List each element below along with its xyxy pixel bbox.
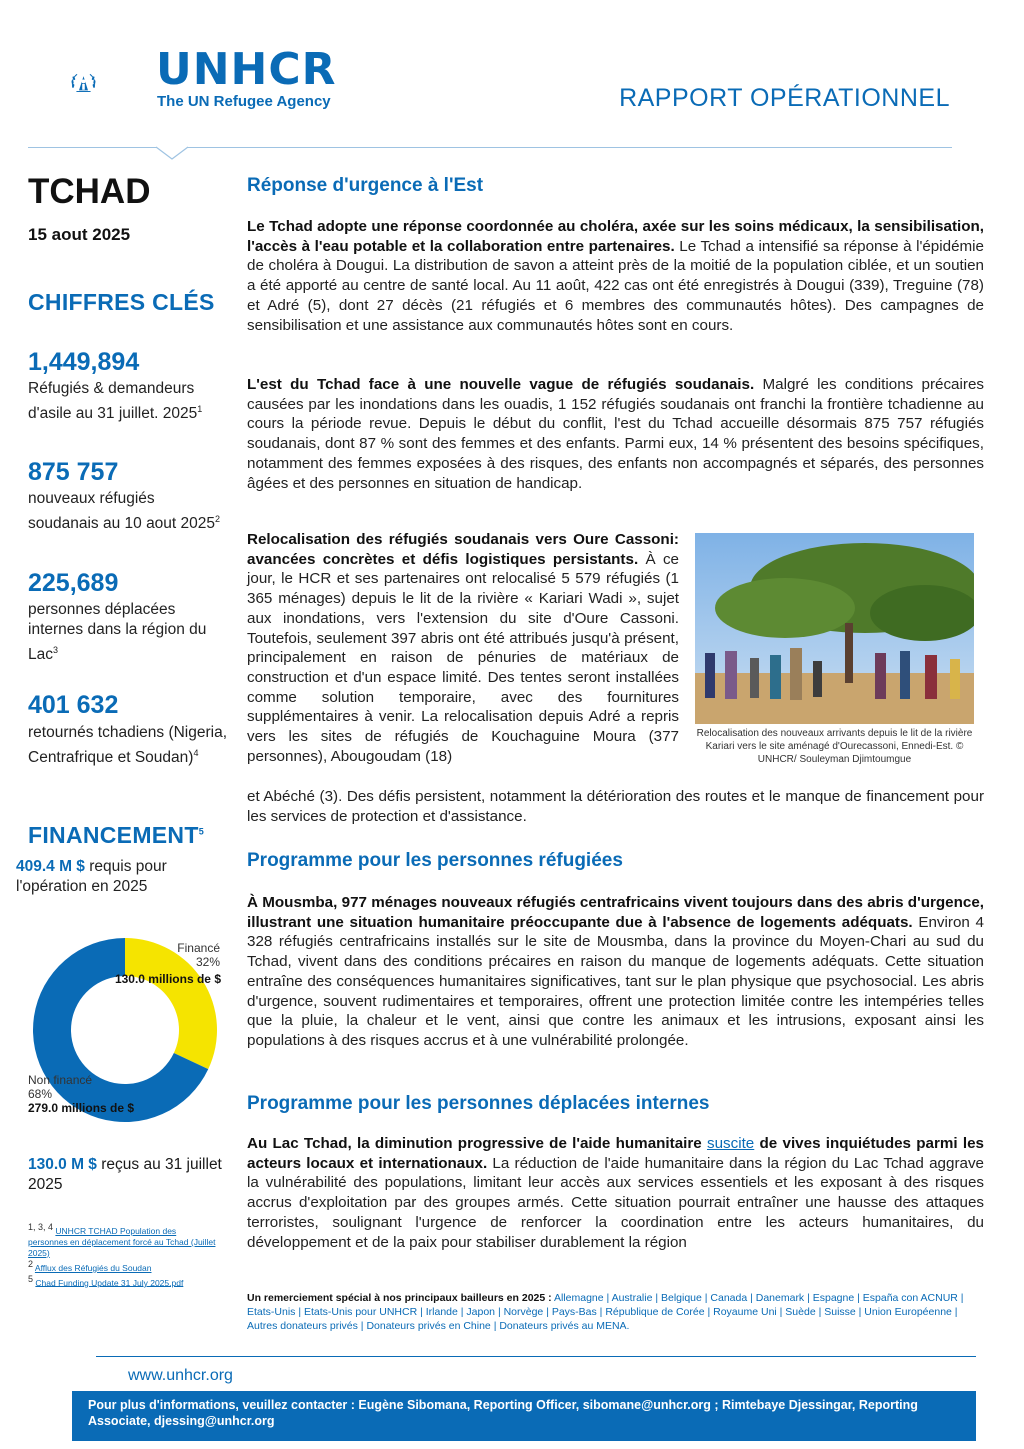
- funded-label: Financé: [177, 941, 220, 955]
- figure-number: 225,689: [28, 569, 119, 597]
- logo-wordmark: UNHCR: [156, 44, 337, 95]
- footer-divider: [96, 1356, 976, 1357]
- footnote-link[interactable]: Afflux des Réfugiés du Soudan: [34, 1262, 152, 1273]
- section-title-refugees: Programme pour les personnes réfugiées: [247, 850, 623, 871]
- funded-percent: 32%: [195, 955, 220, 969]
- footnotes: $^{1, 3, 4}$ UNHCR TCHAD Population des personnes en déplacement forcé au Tchad (Juillet 2025) $^2$ Afflux des Réfugiés du Soudan $^5$ Chad Funding Update 31 July 2025.pdf: [28, 1222, 216, 1288]
- donut-label-unfunded: Non financé 68% 279.0 millions de $: [28, 1073, 135, 1115]
- donor-list: Allemagne | Australie | Belgique | Canada | Danemark | Espagne | España con ACNUR | Etats-Unis | Etats-Unis pour UNHCR | Irlande | Japon | Norvège | Pays-Bas | République de Corée | Royaume Uni | Suède | Suisse | Union Européenne | Autres donateurs privés | Donateurs privés en Chine | Donateurs privés au MENA.: [247, 1292, 964, 1332]
- key-figures-heading: CHIFFRES CLÉS: [28, 289, 215, 315]
- donut-value-funded: 130.0 millions de $: [114, 972, 221, 986]
- relocation-photo: [695, 533, 974, 724]
- figure-description: Réfugiés & demandeurs d'asile au 31 juillet. 2025$^1$: [28, 380, 203, 423]
- unhcr-logo-emblem: [70, 48, 160, 118]
- unfunded-label: Non financé: [28, 1073, 93, 1087]
- suscite-link[interactable]: suscite: [706, 1135, 755, 1152]
- report-date: 15 aout 2025: [28, 225, 131, 244]
- report-type-title: RAPPORT OPÉRATIONNEL: [619, 84, 950, 112]
- funding-heading: FINANCEMENT$^5$: [28, 822, 204, 848]
- country-title: TCHAD: [28, 172, 151, 211]
- funding-received: 130.0 M $ reçus au 31 juillet 2025: [28, 1156, 222, 1193]
- figure-number: 1,449,894: [28, 348, 140, 376]
- figure-description: personnes déplacées internes dans la région du Lac$^3$: [28, 601, 207, 664]
- contact-info: Pour plus d'informations, veuillez contacter : Eugène Sibomana, Reporting Officer, sibomane@unhcr.org ; Rimtebaye Djessingar, Reporting Associate, djessing@unhcr.org: [88, 1398, 918, 1428]
- website-link[interactable]: www.unhcr.org: [128, 1367, 233, 1384]
- paragraph-mousmba: À Mousmba, 977 ménages nouveaux réfugiés centrafricains vivent toujours dans des abris d'urgence, illustrant une situation humanitaire préoccupante due à l'absence de logements adéquats. Environ 4 328 réfugiés centrafricains installés sur le site de Mousmba, dans la province du Moyen-Chari au sud du Tchad, vivent dans des conditions précaires en raison du manque de logements adéquats. Cette situation entraîne des conséquences humanitaires significatives, tant sur le plan physique que psychosocial. Les abris d'urgence, souvent rudimentaires et temporaires, offrent une protection limitée contre les intempéries telles que la pluie, la chaleur et le vent, ainsi que contre les animaux et les intrusions, exposant ainsi les populations à des risques accrus et à une vulnérabilité prolongée.: [247, 894, 984, 1049]
- footnote-link[interactable]: UNHCR TCHAD Population des personnes en déplacement forcé au Tchad (Juillet 2025): [28, 1225, 216, 1258]
- paragraph-relocation-cont: et Abéché (3). Des défis persistent, notamment la détérioration des routes et le manque de financement pour les services de protection et d'assistance.: [247, 788, 984, 825]
- photo-caption: Relocalisation des nouveaux arrivants depuis le lit de la rivière Kariari vers le site aménagé d'Ourecassoni, Ennedi-Est. © UNHCR/ Souleyman Djimtoumgue: [696, 728, 973, 765]
- header-notch-icon: [156, 146, 188, 160]
- paragraph-relocation: Relocalisation des réfugiés soudanais vers Oure Cassoni: avancées concrètes et défis logistiques persistants. À ce jour, le HCR et ses partenaires ont relocalisé 5 579 réfugiés (1 365 ménages) depuis le lit de la rivière « Kariari Wadi », sujet aux inondations, vers l'extension du site d'Oure Cassoni. Toutefois, seulement 397 abris ont été attribués jusqu'à présent, principalement en raison de pénuries de matériaux de construction et d'un espace limité. Des tentes seront installées comme solution temporaire, avec des fournitures supplémentaires à venir. La relocalisation depuis Adré a repris vers les sites de réfugiés de Kouchaguine Moura (377 personnes), Abougoudam (18): [247, 531, 679, 765]
- figure-number: 875 757: [28, 458, 119, 486]
- section-title-idps: Programme pour les personnes déplacées internes: [247, 1093, 710, 1114]
- figure-description: retournés tchadiens (Nigeria, Centrafrique et Soudan)$^4$: [28, 724, 228, 767]
- donor-thanks: Un remerciement spécial à nos principaux bailleurs en 2025 : Allemagne | Australie | Belgique | Canada | Danemark | Espagne | España con ACNUR | Etats-Unis | Etats-Unis pour UNHCR | Irlande | Japon | Norvège | Pays-Bas | République de Corée | Royaume Uni | Suède | Suisse | Union Européenne | Autres donateurs privés | Donateurs privés en Chine | Donateurs privés au MENA.: [247, 1292, 964, 1332]
- paragraph-new-refugees: L'est du Tchad face à une nouvelle vague de réfugiés soudanais. Malgré les conditions précaires causées par les inondations dans les ouadis, 1 152 réfugiés soudanais ont franchi la frontière tchadienne au cours la période revue. Depuis le début du conflit, l'est du Tchad accueille désormais 875 757 réfugiés soudanais, dont 87 % sont des femmes et des enfants. Parmi eux, 14 % présentent des besoins spécifiques, notamment des femmes exposées à des risques, des enfants non accompagnés et séparés, des personnes âgées et des personnes en situation de handicap.: [247, 376, 984, 492]
- section-title-emergency: Réponse d'urgence à l'Est: [247, 175, 484, 196]
- unfunded-percent: 68%: [28, 1087, 53, 1101]
- footnote-link[interactable]: Chad Funding Update 31 July 2025.pdf: [35, 1277, 184, 1288]
- paragraph-cholera: Le Tchad adopte une réponse coordonnée au choléra, axée sur les soins médicaux, la sensibilisation, l'accès à l'eau potable et la collaboration entre partenaires. Le Tchad a intensifié sa réponse à l'épidémie de choléra à Dougui. La distribution de savon a atteint près de la moitié de la population ciblée, et un soutien a été apporté au centre de santé local. Au 11 août, 422 cas ont été enregistrés à Dougui (339), Treguine (78) et Adré (5), dont 27 décès (21 réfugiés et 6 membres des communautés hôtes). Des campagnes de sensibilisation et une assistance aux communautés hôtes sont en cours.: [247, 218, 984, 334]
- paragraph-lake-chad: Au Lac Tchad, la diminution progressive de l'aide humanitaire suscite de vives inquiétudes parmi les acteurs locaux et internationaux. La réduction de l'aide humanitaire dans la région du Lac Tchad aggrave la vulnérabilité des populations, limitant leur accès aux services essentiels et les exposant à des risques accrus d'exploitation par des groupes armés. Cette situation pourrait entraîner une hausse des attaques terroristes, soulignant l'urgence de renforcer la coordination entre les acteurs humanitaires, du développement et de la paix pour stabiliser durablement la région: [247, 1135, 984, 1251]
- donut-label-funded: [168, 941, 220, 969]
- logo-tagline: The UN Refugee Agency: [157, 93, 331, 110]
- figure-description: nouveaux réfugiés soudanais au 10 aout 2025$^2$: [28, 490, 221, 533]
- funding-required: 409.4 M $ requis pour l'opération en 2025: [16, 858, 167, 895]
- figure-number: 401 632: [28, 691, 119, 719]
